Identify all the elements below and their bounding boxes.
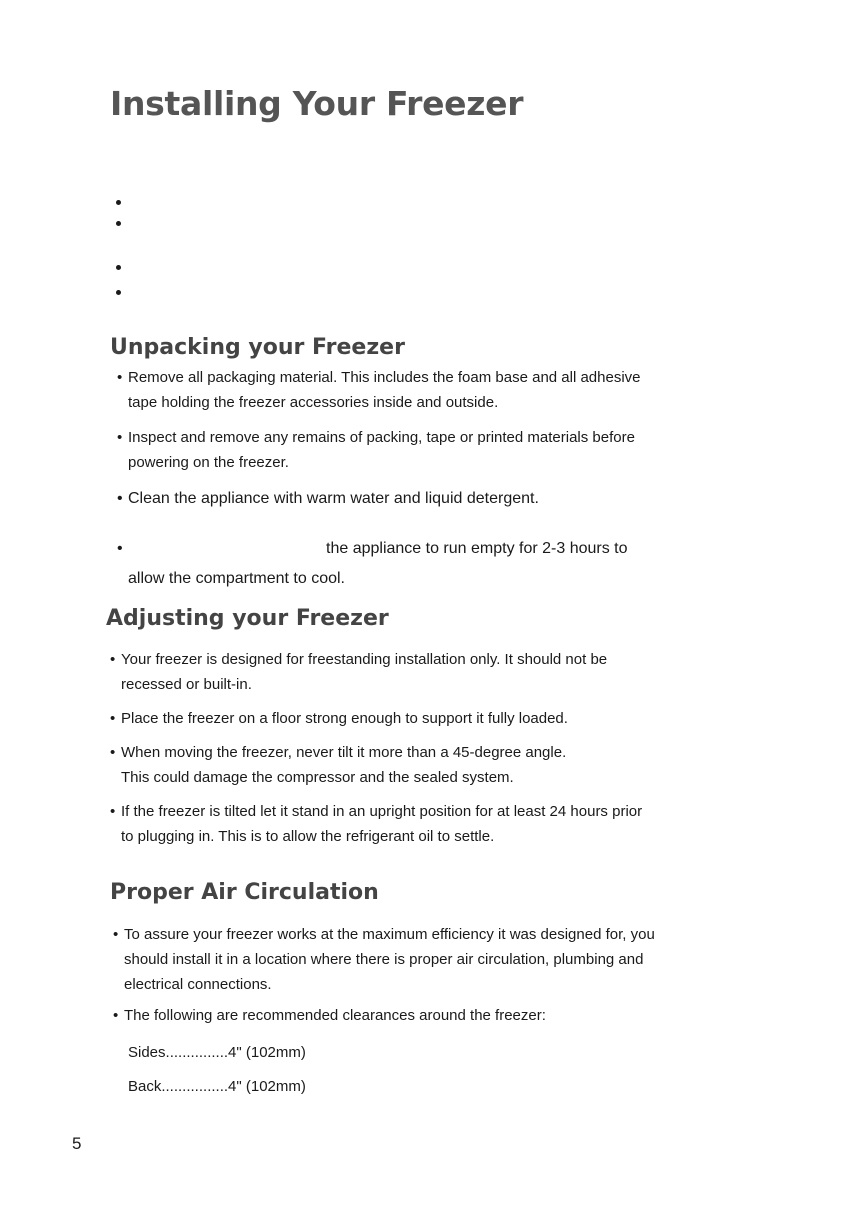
- list-item-text: To assure your freezer works at the maximum efficiency it was designed for, you: [124, 926, 655, 943]
- empty-bullet: [116, 265, 121, 270]
- list-item: [110, 706, 568, 731]
- list-item-text: to plugging in. This is to allow the refrigerant oil to settle.: [121, 828, 495, 845]
- list-item-text: This could damage the compressor and the sealed system.: [121, 769, 514, 786]
- section-heading-unpacking: Unpacking your Freezer: [110, 335, 405, 360]
- list-item-text: Remove all packaging material. This includes the foam base and all adhesive: [128, 369, 641, 386]
- bullet: •: [110, 651, 116, 668]
- bullet: •: [117, 429, 123, 446]
- list-item-text: allow the compartment to cool.: [128, 570, 345, 587]
- list-item-text: Place the freezer on a floor strong enough to support it fully loaded.: [121, 710, 568, 727]
- bullet: •: [117, 540, 123, 557]
- empty-bullet: [116, 200, 121, 205]
- bullet: •: [110, 803, 116, 820]
- list-item-text: Clean the appliance with warm water and liquid detergent.: [128, 490, 539, 507]
- list-item-text: recessed or built-in.: [121, 676, 252, 693]
- clearance-back: Back................4" (102mm): [128, 1078, 306, 1095]
- bullet: •: [117, 490, 123, 507]
- list-item-text: The following are recommended clearances around the freezer:: [124, 1007, 546, 1024]
- empty-bullet: [116, 221, 121, 226]
- page-number: 5: [72, 1134, 82, 1153]
- bullet: •: [113, 1007, 119, 1024]
- section-heading-adjusting: Adjusting your Freezer: [106, 606, 389, 631]
- list-item: [117, 365, 641, 415]
- clearance-sides: Sides...............4" (102mm): [128, 1044, 306, 1061]
- bullet: •: [117, 369, 123, 386]
- list-item: [117, 534, 628, 594]
- section-heading-air-circulation: Proper Air Circulation: [110, 880, 379, 905]
- list-item-text: should install it in a location where there is proper air circulation, plumbing and: [124, 951, 644, 968]
- list-item: [110, 740, 566, 790]
- list-item-text: the appliance to run empty for 2-3 hours to: [326, 540, 628, 557]
- bullet: •: [110, 710, 116, 727]
- list-item-text: If the freezer is tilted let it stand in an upright position for at least 24 hours prior: [121, 803, 643, 820]
- list-item-text: When moving the freezer, never tilt it more than a 45-degree angle.: [121, 744, 567, 761]
- list-item-text: powering on the freezer.: [128, 454, 289, 471]
- list-item: [113, 1003, 546, 1028]
- list-item: [117, 486, 539, 511]
- empty-bullet: [116, 290, 121, 295]
- list-item: [110, 647, 607, 697]
- page-title: Installing Your Freezer: [110, 84, 524, 123]
- bullet: •: [113, 926, 119, 943]
- list-item: [117, 425, 635, 475]
- list-item: [110, 799, 642, 849]
- list-item-text: tape holding the freezer accessories inside and outside.: [128, 394, 499, 411]
- bullet: •: [110, 744, 116, 761]
- list-item: [113, 922, 655, 997]
- list-item-text: Your freezer is designed for freestanding installation only. It should not be: [121, 651, 608, 668]
- list-item-text: electrical connections.: [124, 976, 272, 993]
- list-item-text: Inspect and remove any remains of packing, tape or printed materials before: [128, 429, 635, 446]
